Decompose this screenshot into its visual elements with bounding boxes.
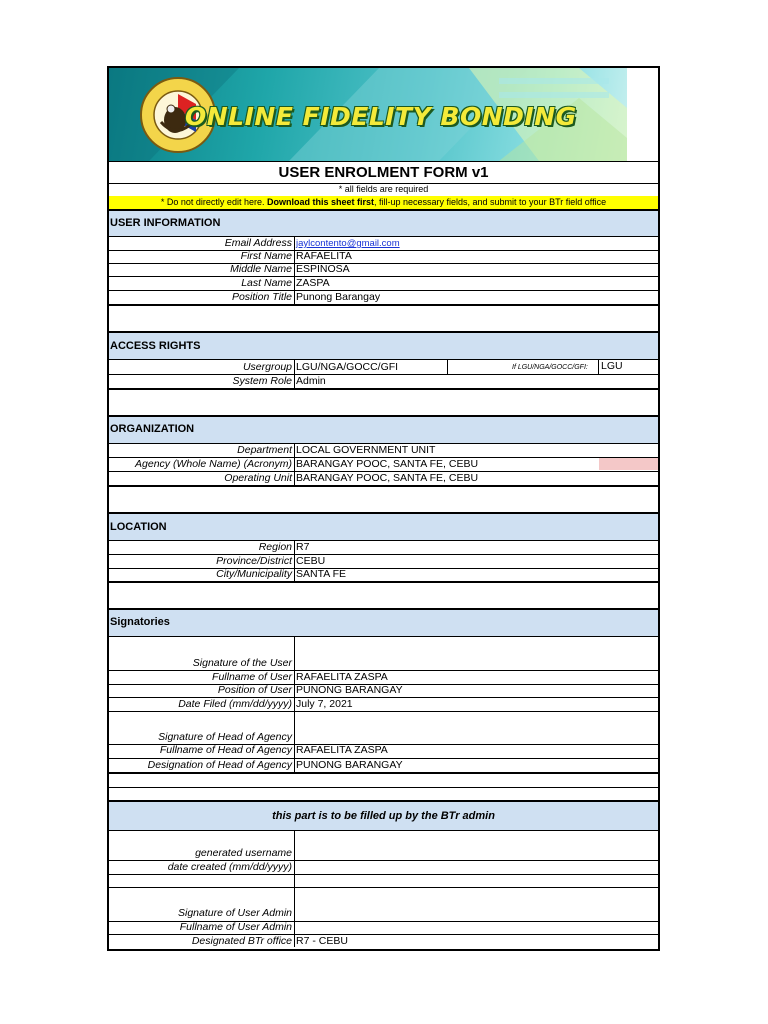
usergroup-label: Usergroup [242, 361, 292, 373]
operating-unit-label: Operating Unit [224, 472, 292, 484]
last-name-label: Last Name [241, 277, 292, 289]
date-created-label: date created (mm/dd/yyyy) [167, 861, 292, 873]
first-name-field[interactable]: RAFAELITA [296, 250, 352, 262]
department-field[interactable]: LOCAL GOVERNMENT UNIT [296, 444, 436, 456]
section-user-information: USER INFORMATION [109, 211, 658, 236]
section-access-rights: ACCESS RIGHTS [109, 333, 658, 359]
agency-label: Agency (Whole Name) (Acronym) [135, 458, 292, 470]
position-user-field[interactable]: PUNONG BARANGAY [296, 684, 403, 696]
section-signatories: Signatories [109, 610, 658, 636]
section-organization: ORGANIZATION [109, 417, 658, 443]
required-note: * all fields are required [338, 184, 429, 194]
edit-instruction: * Do not directly edit here. Download this sheet first, fill-up necessary fields, and submit to your BTr field office [109, 196, 658, 209]
designation-head-field[interactable]: PUNONG BARANGAY [296, 759, 403, 771]
enrolment-sheet [107, 66, 660, 951]
designation-head-label: Designation of Head of Agency [147, 759, 292, 771]
signature-admin-label: Signature of User Admin [178, 907, 292, 919]
acronym-cell[interactable] [599, 458, 658, 470]
banner-title: ONLINE FIDELITY BONDING [185, 102, 577, 131]
email-link[interactable]: jaylcontento@gmail.com [296, 238, 400, 249]
fullname-admin-label: Fullname of User Admin [179, 921, 292, 933]
middle-name-field[interactable]: ESPINOSA [296, 263, 350, 275]
date-filed-label: Date Filed (mm/dd/yyyy) [178, 698, 292, 710]
system-role-label: System Role [232, 375, 292, 387]
position-user-label: Position of User [217, 684, 292, 696]
fullname-user-label: Fullname of User [212, 671, 292, 683]
email-label: Email Address [224, 237, 292, 249]
province-field[interactable]: CEBU [296, 555, 326, 567]
lgu-type-field[interactable]: LGU [601, 360, 623, 372]
last-name-field[interactable]: ZASPA [296, 277, 330, 289]
middle-name-label: Middle Name [230, 263, 292, 275]
date-filed-field[interactable]: July 7, 2021 [296, 698, 353, 710]
fullname-user-field[interactable]: RAFAELITA ZASPA [296, 671, 388, 683]
section-location: LOCATION [109, 514, 658, 540]
agency-field[interactable]: BARANGAY POOC, SANTA FE, CEBU [296, 458, 479, 470]
position-title-field[interactable]: Punong Barangay [296, 291, 381, 303]
position-title-label: Position Title [231, 291, 292, 303]
first-name-label: First Name [240, 250, 292, 262]
fullname-head-label: Fullname of Head of Agency [159, 744, 292, 756]
signature-head-label: Signature of Head of Agency [158, 731, 292, 743]
city-label: City/Municipality [216, 568, 292, 580]
if-lgu-label: If LGU/NGA/GOCC/GFI: [512, 364, 588, 371]
usergroup-field[interactable]: LGU/NGA/GOCC/GFI [296, 361, 399, 373]
section-admin: this part is to be filled up by the BTr admin [109, 802, 658, 830]
operating-unit-field[interactable]: BARANGAY POOC, SANTA FE, CEBU [296, 472, 479, 484]
generated-username-label: generated username [195, 847, 292, 859]
form-title: USER ENROLMENT FORM v1 [278, 164, 489, 181]
city-field[interactable]: SANTA FE [296, 568, 346, 580]
region-field[interactable]: R7 [296, 541, 310, 553]
btr-office-field[interactable]: R7 - CEBU [296, 935, 348, 947]
fullname-head-field[interactable]: RAFAELITA ZASPA [296, 744, 388, 756]
department-label: Department [237, 444, 292, 456]
region-label: Region [258, 541, 292, 553]
province-label: Province/District [216, 555, 292, 567]
signature-user-label: Signature of the User [192, 657, 292, 669]
header-banner [109, 68, 627, 161]
system-role-field[interactable]: Admin [296, 375, 326, 387]
btr-office-label: Designated BTr office [191, 935, 292, 947]
